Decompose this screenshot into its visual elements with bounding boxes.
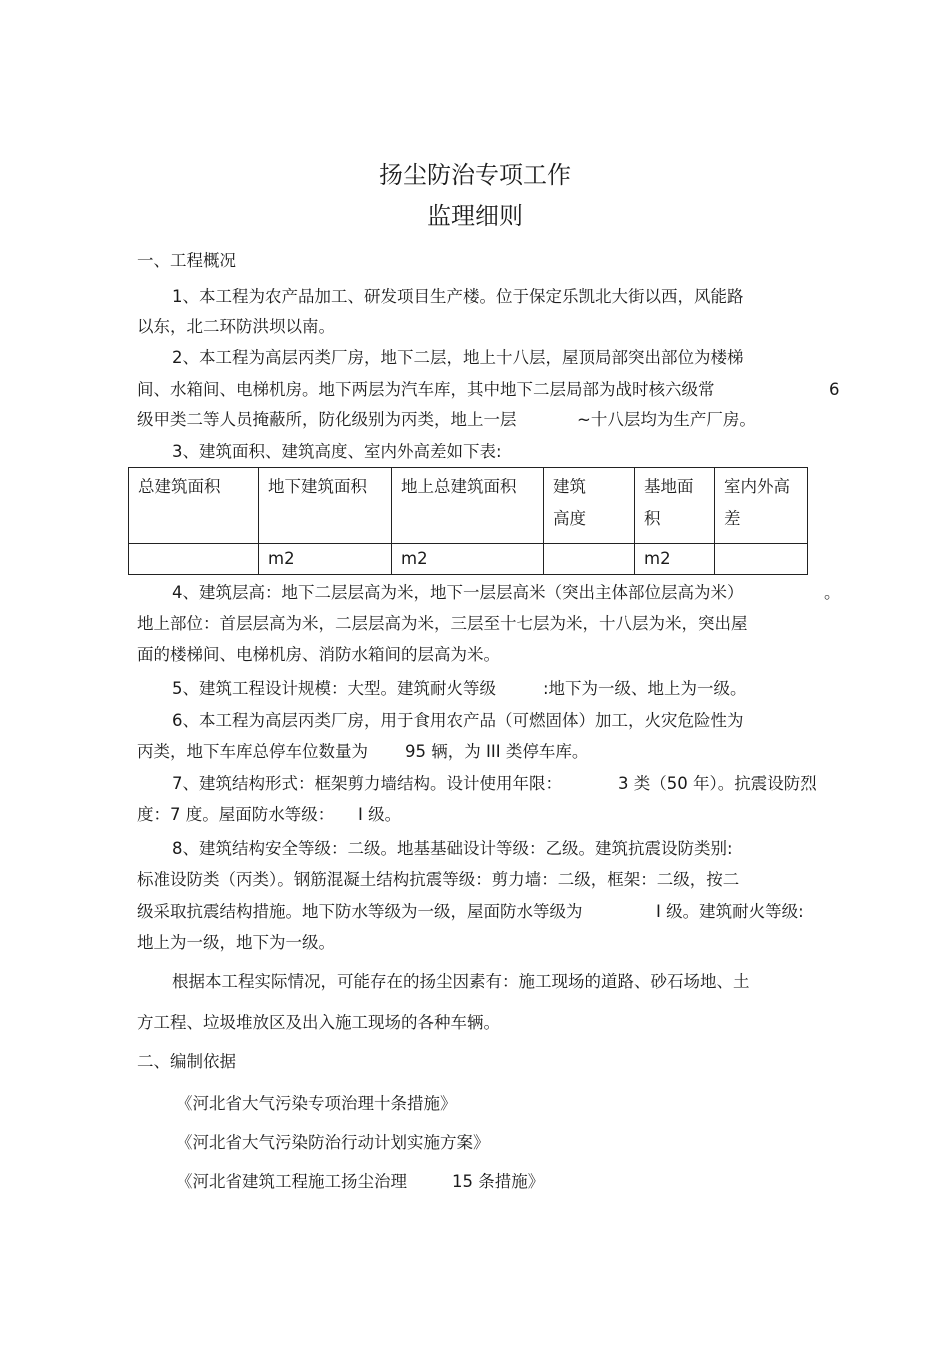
table-header-cell: 总建筑面积 bbox=[129, 468, 259, 544]
para4-line3: 面的楼梯间、电梯机房、消防水箱间的层高为米。 bbox=[137, 645, 500, 664]
table-row bbox=[129, 544, 808, 575]
para1-line2: 以东，北二环防洪坝以南。 bbox=[137, 317, 335, 336]
para4-line2: 地上部位：首层层高为米，二层层高为米，三层至十七层为米，十八层为米，突出屋 bbox=[137, 614, 748, 633]
table-header-cell: 建筑 高度 bbox=[544, 468, 635, 544]
para1-line1: 1、本工程为农产品加工、研发项目生产楼。位于保定乐凯北大街以西，风能路 bbox=[172, 287, 744, 306]
para2-line3b: ~十八层均为生产厂房。 bbox=[577, 410, 756, 429]
para6-line1: 6、本工程为高层丙类厂房，用于食用农产品（可燃固体）加工，火灾危险性为 bbox=[172, 711, 744, 730]
table-header-cell: 地上总建筑面积 bbox=[392, 468, 544, 544]
para7-line1b: 3 类（50 年）。抗震设防烈 bbox=[618, 774, 817, 793]
table-cell: m2 bbox=[392, 544, 544, 575]
table-header-cell: 室内外高 差 bbox=[715, 468, 808, 544]
para7-line1a: 7、建筑结构形式：框架剪力墙结构。设计使用年限： bbox=[172, 774, 562, 793]
table-cell bbox=[129, 544, 259, 575]
para7-line2b: I 级。 bbox=[358, 805, 402, 824]
para9-line2: 方工程、垃圾堆放区及出入施工现场的各种车辆。 bbox=[137, 1013, 500, 1032]
para8-line3a: 级采取抗震结构措施。地下防水等级为一级，屋面防水等级为 bbox=[137, 902, 583, 921]
reference-item: 《河北省大气污染专项治理十条措施》 bbox=[176, 1094, 457, 1113]
para5-line1b: :地下为一级、地上为一级。 bbox=[543, 679, 747, 698]
section2-heading: 二、编制依据 bbox=[137, 1052, 236, 1071]
para2-line1: 2、本工程为高层丙类厂房，地下二层，地上十八层，屋顶局部突出部位为楼梯 bbox=[172, 348, 744, 367]
table-header-row bbox=[129, 468, 808, 544]
doc-title-line1: 扬尘防治专项工作 bbox=[379, 161, 571, 189]
para5-line1a: 5、建筑工程设计规模：大型。建筑耐火等级 bbox=[172, 679, 496, 698]
para4-line1: 4、建筑层高：地下二层层高为米，地下一层层高米（突出主体部位层高为米） bbox=[172, 583, 744, 602]
para7-line2a: 度：7 度。屋面防水等级： bbox=[137, 805, 335, 824]
table-cell bbox=[544, 544, 635, 575]
table-cell bbox=[715, 544, 808, 575]
para2-line2-tail: 6 bbox=[829, 380, 840, 399]
para8-line2: 标准设防类（丙类）。钢筋混凝土结构抗震等级：剪力墙：二级，框架：二级，按二 bbox=[137, 870, 740, 889]
para8-line4: 地上为一级，地下为一级。 bbox=[137, 933, 335, 952]
para3-line1: 3、建筑面积、建筑高度、室内外高差如下表: bbox=[172, 442, 502, 461]
para6-line2a: 丙类，地下车库总停车位数量为 bbox=[137, 742, 368, 761]
para9-line1: 根据本工程实际情况，可能存在的扬尘因素有：施工现场的道路、砂石场地、土 bbox=[172, 972, 750, 991]
para4-line1-tail: 。 bbox=[824, 583, 841, 602]
reference-item: 《河北省建筑工程施工扬尘治理 bbox=[176, 1172, 407, 1191]
para6-line2b: 95 辆，为 III 类停车库。 bbox=[405, 742, 589, 761]
table-header-cell: 基地面 积 bbox=[635, 468, 715, 544]
para2-line3a: 级甲类二等人员掩蔽所，防化级别为丙类，地上一层 bbox=[137, 410, 517, 429]
reference-item-tail: 15 条措施》 bbox=[452, 1172, 545, 1191]
para8-line1: 8、建筑结构安全等级：二级。地基基础设计等级：乙级。建筑抗震设防类别: bbox=[172, 839, 733, 858]
table-cell: m2 bbox=[635, 544, 715, 575]
reference-item: 《河北省大气污染防治行动计划实施方案》 bbox=[176, 1133, 490, 1152]
doc-title-line2: 监理细则 bbox=[427, 202, 523, 230]
para8-line3b: I 级。建筑耐火等级: bbox=[656, 902, 804, 921]
table-header-cell: 地下建筑面积 bbox=[259, 468, 392, 544]
para2-line2: 间、水箱间、电梯机房。地下两层为汽车库，其中地下二层局部为战时核六级常 bbox=[137, 380, 715, 399]
section1-heading: 一、工程概况 bbox=[137, 251, 236, 270]
table-cell: m2 bbox=[259, 544, 392, 575]
area-table bbox=[128, 467, 808, 575]
